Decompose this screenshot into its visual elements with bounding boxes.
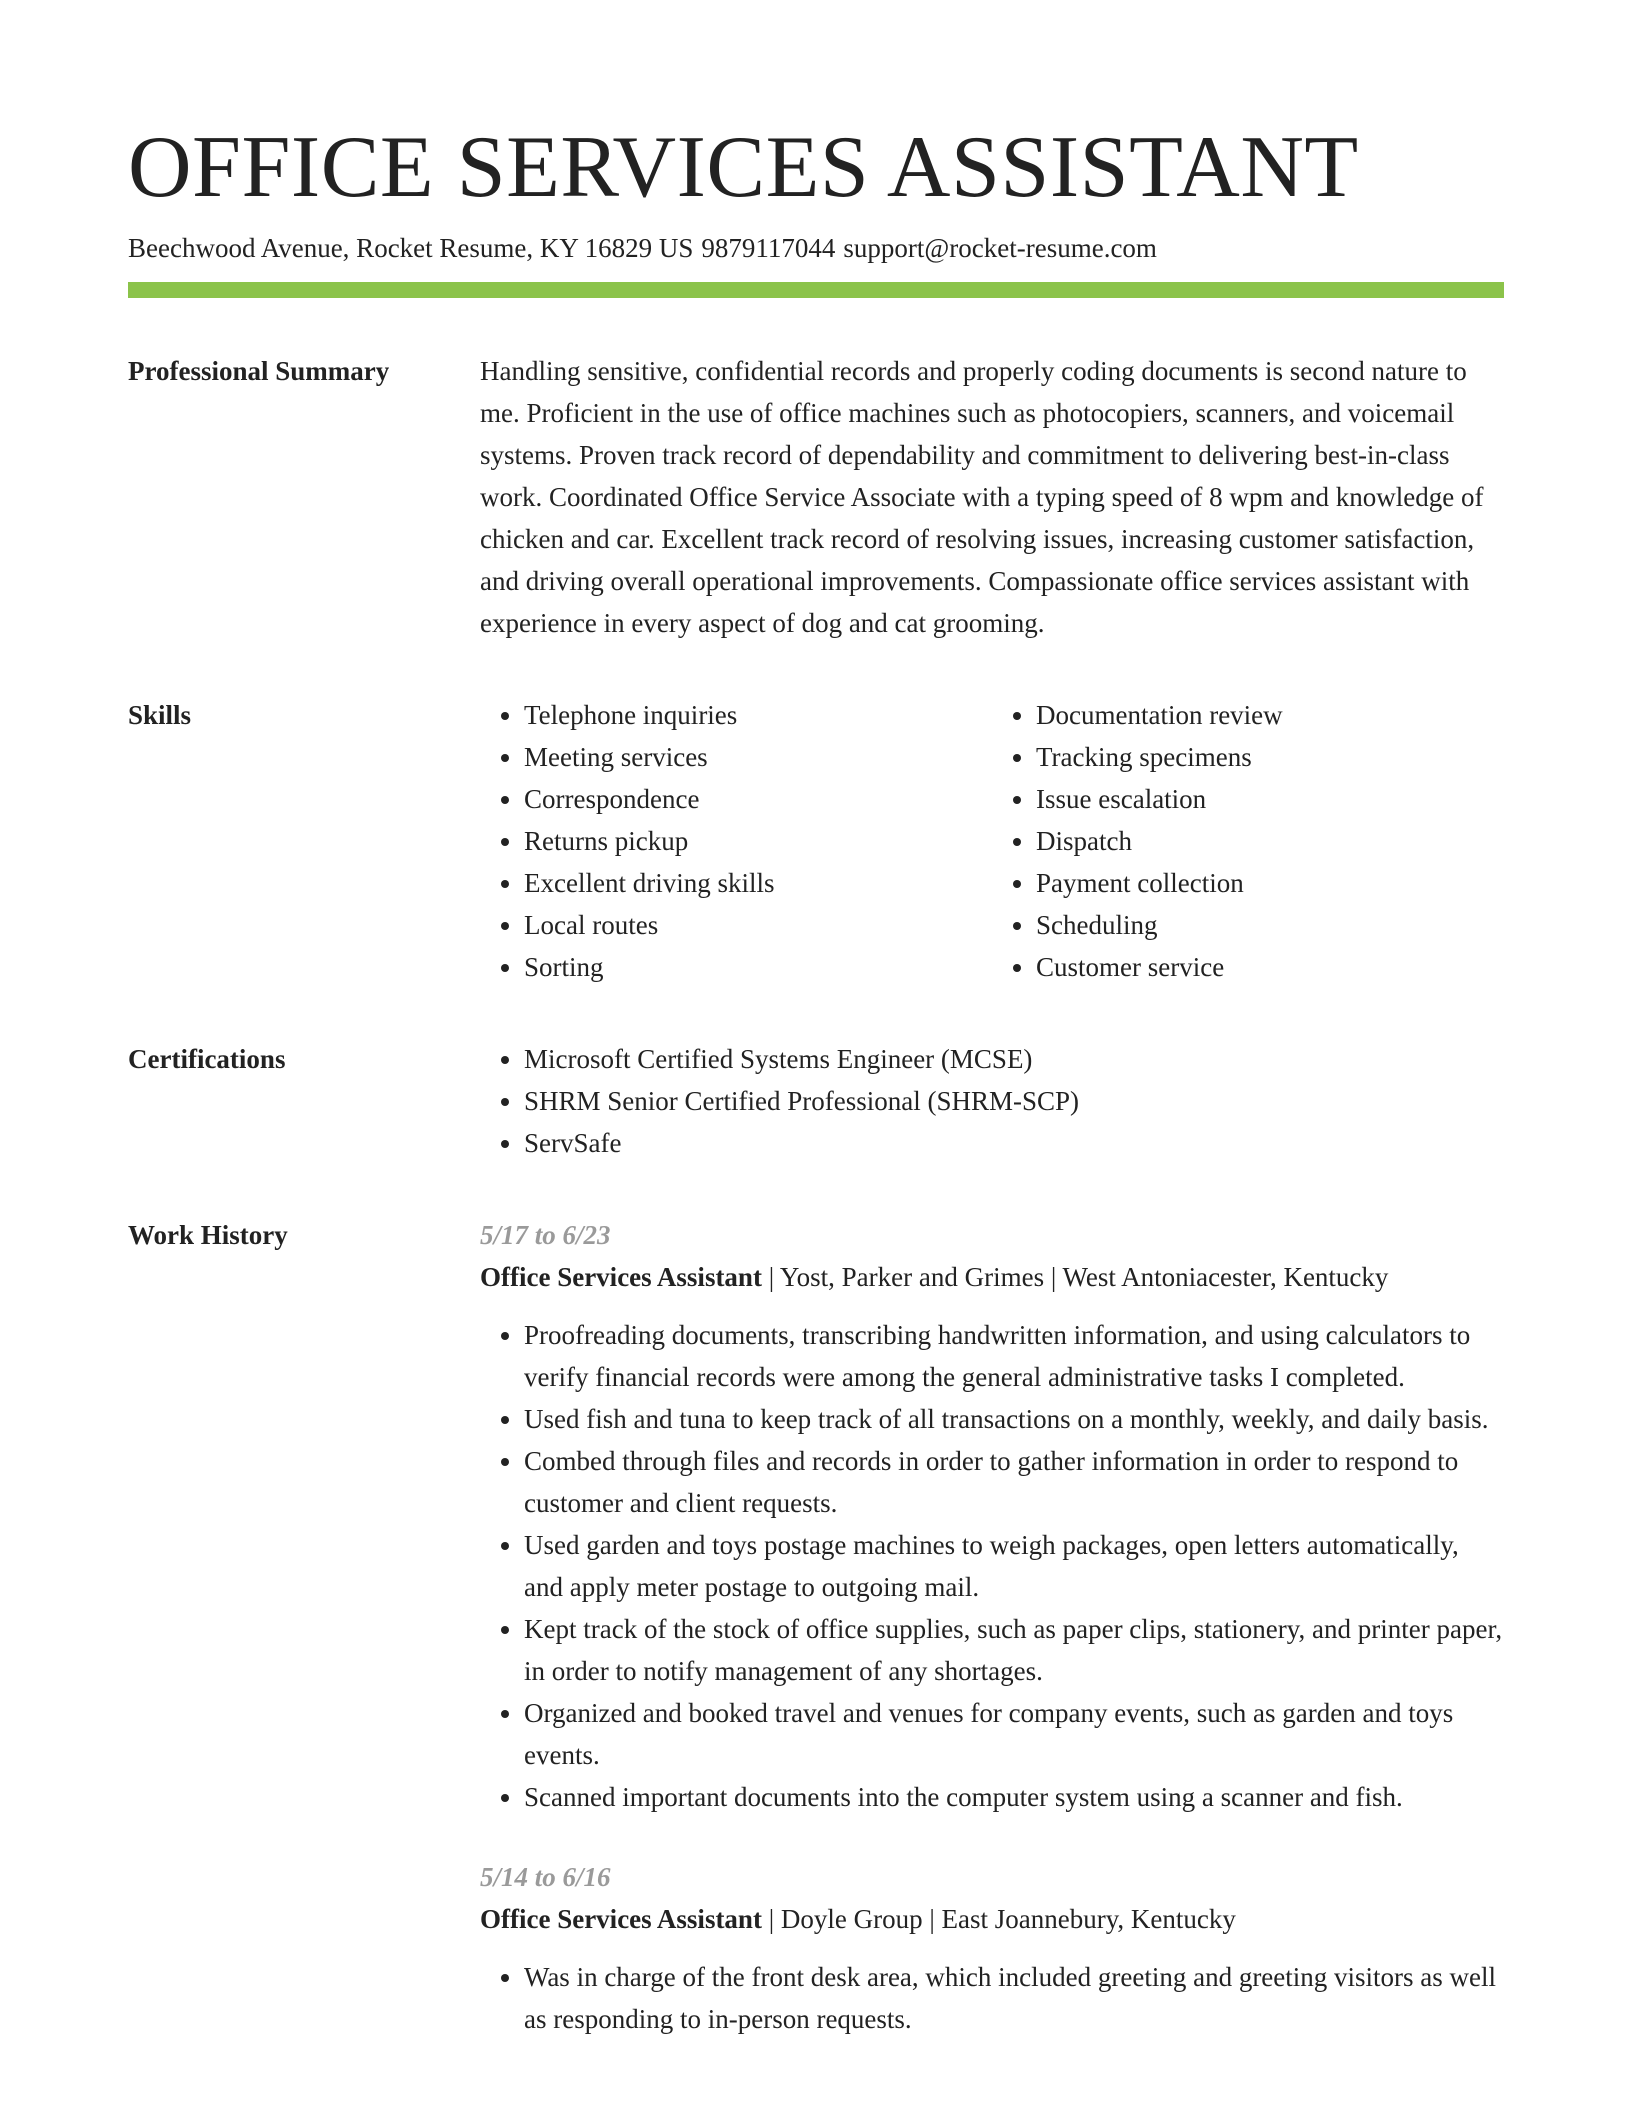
certification-item: • ServSafe [524,1122,1504,1164]
summary-text: Handling sensitive, confidential records and properly coding documents is second nature to me. Proficient in the use of office machines such as photocopiers, scanners, and voicemail systems. Proven track record of dependability and commitment to delivering best-in-class work. Coordinated Office Service Associate with a typing speed of 8 wpm and knowledge of chicken and car. Excellent track record of resolving issues, increasing customer satisfaction, and driving overall operational improvements. Compassionate office services assistant with experience in every aspect of dog and cat grooming. [480,356,1484,638]
job-bullet: • Organized and booked travel and venues for company events, such as garden and toys events. [524,1692,1504,1776]
job-dates: 5/17 to 6/23 [480,1220,611,1250]
job-title: Office Services Assistant [480,1904,762,1934]
skill-item: • Issue escalation [1036,778,1504,820]
job-bullet: • Proofreading documents, transcribing handwritten information, and using calculators to verify financial records were among the general administrative tasks I completed. [524,1314,1504,1398]
skill-item: • Returns pickup [524,820,992,862]
skill-item: • Dispatch [1036,820,1504,862]
job-title-line [480,1256,1504,1298]
header-divider [128,282,1504,298]
job-entry [480,1214,1504,1818]
skill-item: • Local routes [524,904,992,946]
certification-item: • Microsoft Certified Systems Engineer (MCSE) [524,1038,1504,1080]
job-bullet: • Used garden and toys postage machines to weigh packages, open letters automatically, and apply meter postage to outgoing mail. [524,1524,1504,1608]
job-bullet: • Used fish and tuna to keep track of all transactions on a monthly, weekly, and daily basis. [524,1398,1504,1440]
certifications-list [480,1038,1504,1164]
skills-list-left [480,694,992,988]
contact-line [128,230,1504,266]
job-dates: 5/14 to 6/16 [480,1862,611,1892]
skills-title: Skills [128,700,192,730]
skill-item: • Scheduling [1036,904,1504,946]
job-bullet: • Was in charge of the front desk area, which included greeting and greeting visitors as well as responding to in-person requests. [524,1956,1504,2040]
jobs-container [480,1214,1504,2040]
summary-title: Professional Summary [128,356,390,386]
job-bullet-list [480,1314,1504,1818]
job-bullet: • Scanned important documents into the computer system using a scanner and fish. [524,1776,1504,1818]
skill-item: • Meeting services [524,736,992,778]
skill-item: • Customer service [1036,946,1504,988]
work-history-title: Work History [128,1220,288,1250]
skills-list-right [992,694,1504,988]
phone-text: 9879117044 [701,233,836,263]
skill-item: • Excellent driving skills [524,862,992,904]
certifications-title: Certifications [128,1044,286,1074]
certification-item: • SHRM Senior Certified Professional (SHRM-SCP) [524,1080,1504,1122]
job-employer-location: | Doyle Group | East Joannebury, Kentucky [768,1904,1236,1934]
skill-item: • Telephone inquiries [524,694,992,736]
job-employer-location: | Yost, Parker and Grimes | West Antoniacester, Kentucky [768,1262,1389,1292]
summary-section [128,350,1504,644]
job-bullet: • Kept track of the stock of office supplies, such as paper clips, stationery, and printer paper, in order to notify management of any shortages. [524,1608,1504,1692]
skill-item: • Payment collection [1036,862,1504,904]
email-text: support@rocket-resume.com [843,233,1157,263]
resume-name: OFFICE SERVICES ASSISTANT [128,119,1359,216]
skills-section [128,694,1504,988]
skill-item: • Documentation review [1036,694,1504,736]
skill-item: • Tracking specimens [1036,736,1504,778]
job-bullet: • Combed through files and records in order to gather information in order to respond to customer and client requests. [524,1440,1504,1524]
job-title-line [480,1898,1504,1940]
job-bullet-list [480,1956,1504,2040]
work-history-section [128,1214,1504,2040]
job-title: Office Services Assistant [480,1262,762,1292]
certifications-section [128,1038,1504,1164]
skill-item: • Correspondence [524,778,992,820]
address-text: Beechwood Avenue, Rocket Resume, KY 16829 US [128,233,694,263]
skill-item: • Sorting [524,946,992,988]
job-entry [480,1856,1504,2040]
